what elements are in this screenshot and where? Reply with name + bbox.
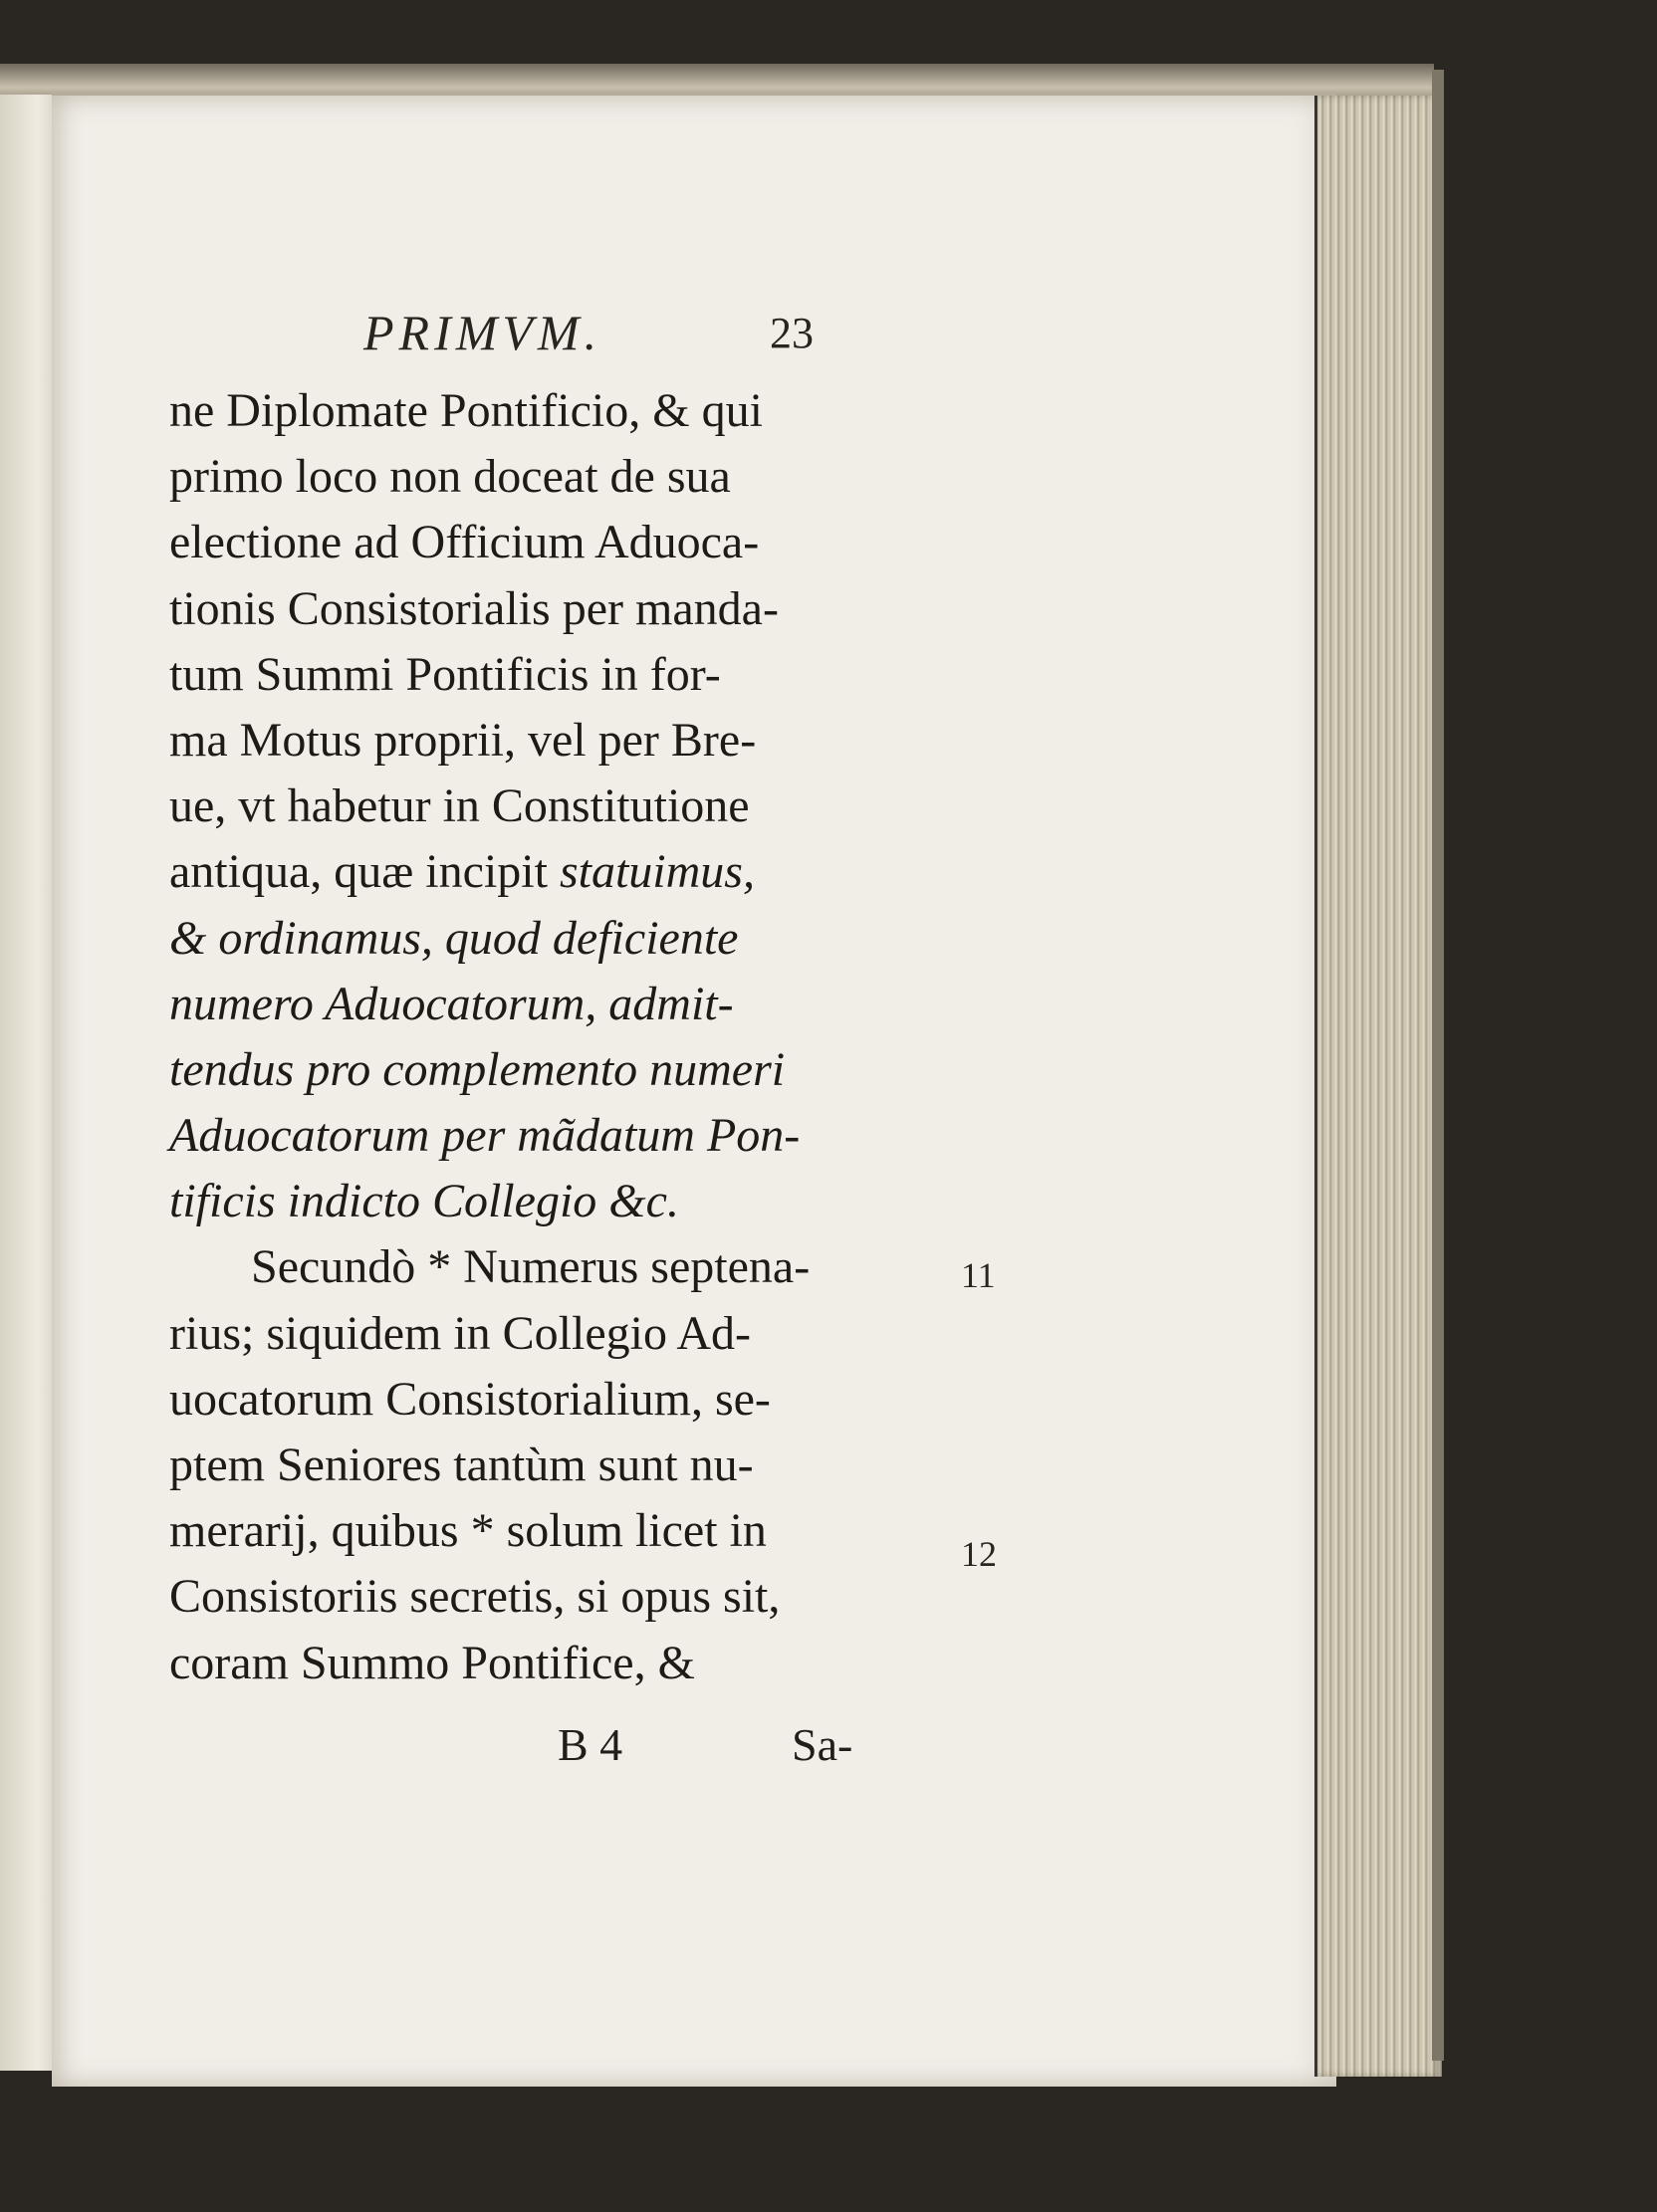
- body-text: [169, 378, 926, 1696]
- text-line-content: antiqua, quæ incipit: [169, 845, 548, 899]
- text-line-content: ne Diplomate Pontificio, & qui: [169, 384, 763, 437]
- text-line: [169, 839, 926, 905]
- text-line: [169, 1103, 926, 1169]
- text-line: [169, 1367, 926, 1433]
- text-line-content: merarij, quibus * solum licet in: [169, 1504, 767, 1558]
- text-line-content: primo loco non doceat de sua: [169, 450, 731, 504]
- text-line-content: & ordinamus, quod deficiente: [169, 911, 739, 965]
- text-line-content: tum Summi Pontificis in for-: [169, 647, 721, 701]
- text-line-content: tionis Consistorialis per manda-: [169, 581, 779, 635]
- text-line-content: electione ad Officium Aduoca-: [169, 516, 760, 569]
- text-line: [169, 1631, 926, 1696]
- text-line-content: numero Aduocatorum, admit-: [169, 977, 734, 1030]
- text-line: [169, 1169, 926, 1234]
- text-line: [169, 1234, 926, 1300]
- text-line-content: uocatorum Consistorialium, se-: [169, 1372, 771, 1426]
- text-line-italic-tail: statuimus,: [547, 845, 755, 899]
- text-line: [169, 378, 926, 444]
- page-number: 23: [770, 309, 814, 357]
- text-line-content: ue, vt habetur in Constitutione: [169, 779, 750, 833]
- text-line-content: Consistoriis secretis, si opus sit,: [169, 1570, 781, 1624]
- signature-mark: B 4: [558, 1719, 623, 1770]
- text-line: [169, 1564, 926, 1630]
- text-line: [169, 972, 926, 1037]
- text-line-content: coram Summo Pontifice, &: [169, 1636, 695, 1689]
- text-line: [169, 510, 926, 575]
- text-line: [169, 1433, 926, 1498]
- text-line-content: Secundò * Numerus septena-: [251, 1240, 811, 1294]
- text-line: [169, 906, 926, 972]
- text-line-content: Aduocatorum per mãdatum Pon-: [169, 1109, 801, 1163]
- margin-note-11: 11: [961, 1255, 996, 1295]
- margin-note-12: 12: [961, 1534, 997, 1574]
- text-line: [169, 444, 926, 510]
- text-line-content: rius; siquidem in Collegio Ad-: [169, 1306, 751, 1360]
- text-line-content: ma Motus proprii, vel per Bre-: [169, 713, 757, 767]
- text-line: [169, 576, 926, 642]
- text-line-content: tendus pro complemento numeri: [169, 1042, 786, 1096]
- text-line: [169, 642, 926, 708]
- text-line: [169, 708, 926, 774]
- text-line: [169, 1498, 926, 1564]
- text-line: [169, 774, 926, 839]
- text-line-content: tificis indicto Collegio &c.: [169, 1175, 679, 1228]
- running-head-title: PRIMVM.: [363, 305, 602, 360]
- book-cover-right-edge: [1432, 70, 1444, 2061]
- text-line: [169, 1037, 926, 1103]
- text-line-content: ptem Seniores tantùm sunt nu-: [169, 1438, 754, 1491]
- page-block-edges: [1314, 96, 1442, 2077]
- running-head: [363, 304, 921, 363]
- catchword: Sa-: [792, 1719, 853, 1770]
- text-line: [169, 1301, 926, 1367]
